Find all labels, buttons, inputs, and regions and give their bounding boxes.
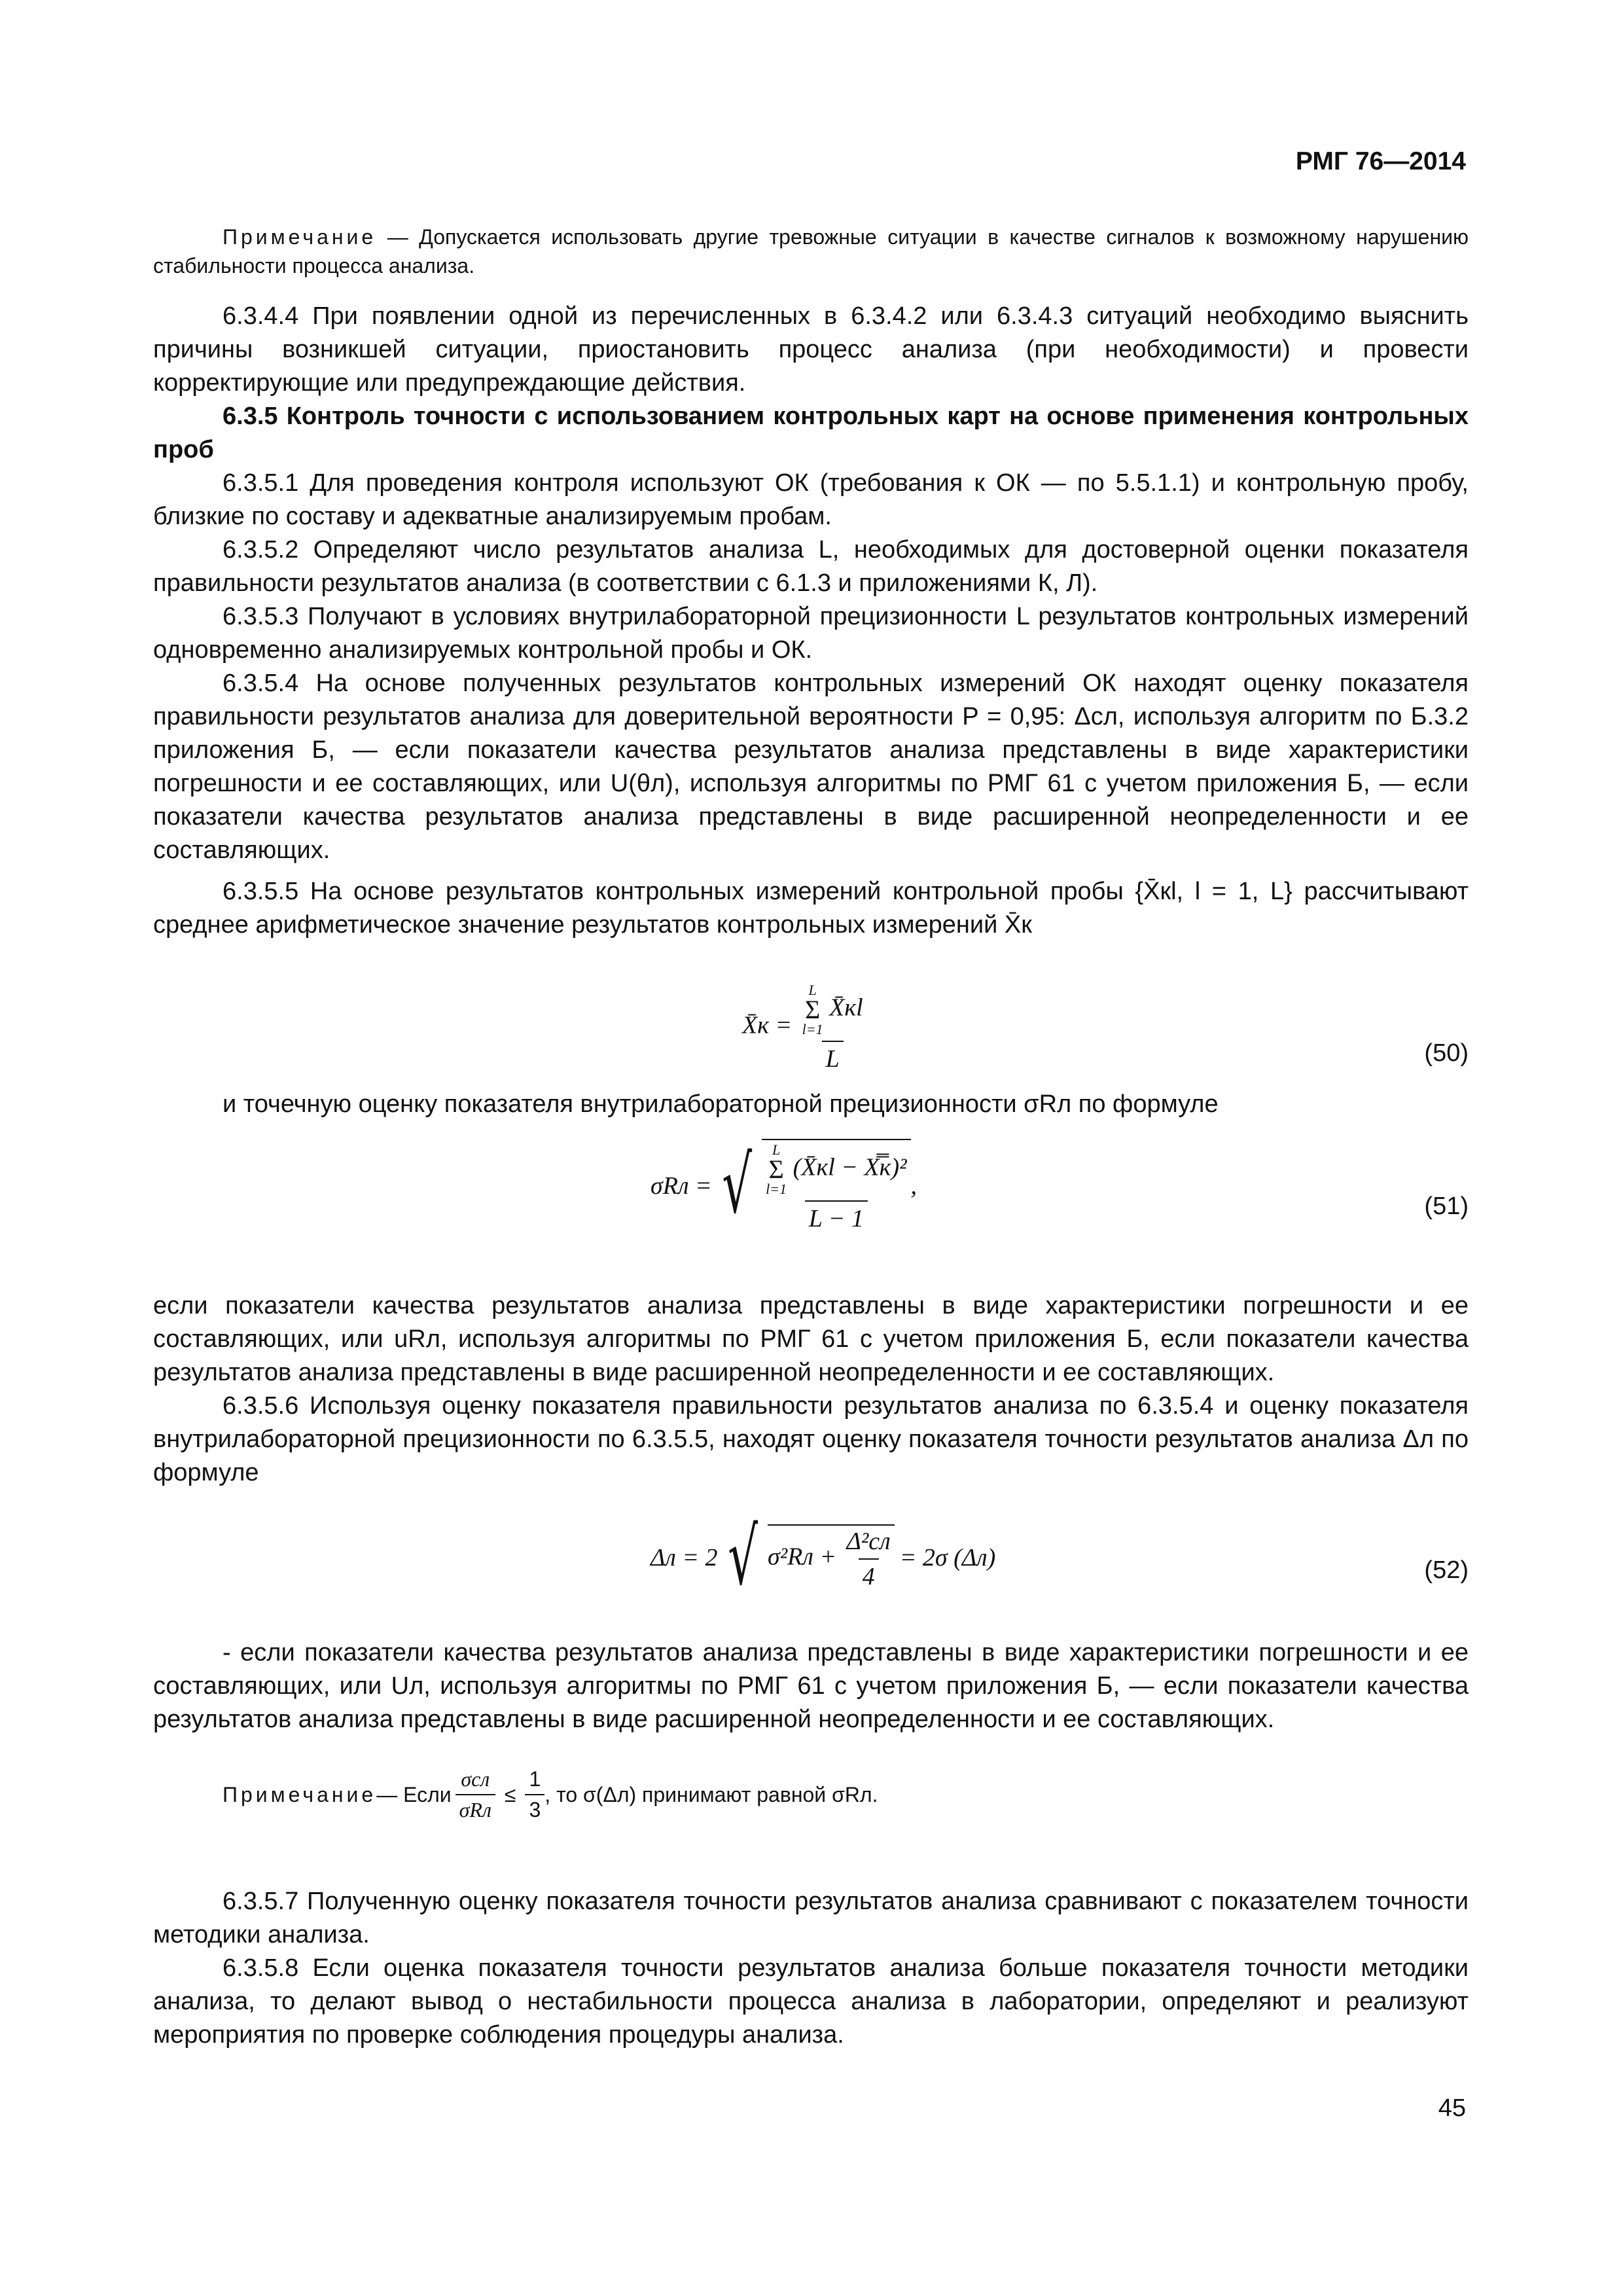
note-label: Примечание — [223, 225, 377, 249]
paragraph-6-3-5-5: 6.3.5.5 На основе результатов контрольных измерений контрольной пробы {X̄кl, l = 1, L} рассчитывают среднее арифметическое значение результатов контрольных измерений X̄к — [153, 878, 1469, 939]
formula-52 — [153, 1512, 1469, 1617]
formula-50-lhs: X̄к = — [742, 1011, 793, 1039]
paragraph-6-3-5-3: 6.3.5.3 Получают в условиях внутрилабораторной прецизионности L результатов контрольных измерений одновременно анализируемых контрольной пробы и ОК. — [153, 603, 1469, 664]
formula-52-fraction: $\frac{\text{Δ²сл}}{4}$ — [846, 1528, 891, 1590]
note-label: Примечание — [223, 1782, 377, 1806]
formula-51-fraction — [762, 1141, 910, 1233]
formula-52-number: (52) — [1424, 1556, 1469, 1584]
formula-51-number: (51) — [1424, 1193, 1469, 1220]
square-root: √ L Σ l=1 (X̄кl − X̿к)² L − 1 — [712, 1139, 911, 1233]
square-root: √ σ²Rл + $\frac{\text{Δ²сл}}{4}$ — [718, 1518, 895, 1597]
formula-51-lhs: σRл = — [651, 1172, 712, 1200]
paragraph-6-3-5-1: 6.3.5.1 Для проведения контроля используют ОК (требования к ОК — по 5.5.1.1) и контрольную пробу, близкие по составу и адекватные анализируемым пробам. — [153, 469, 1469, 530]
sum-symbol: L Σ l=1 — [766, 1141, 787, 1197]
sum-term: X̄кl — [829, 994, 863, 1022]
main-text-top — [153, 300, 1469, 942]
formula-50 — [153, 975, 1469, 1080]
paragraph-6-3-4-4: 6.3.4.4 При появлении одной из перечисленных в 6.3.4.2 или 6.3.4.3 ситуаций необходимо выяснить причины возникшей ситуации, приостановить процесс анализа (при необходимости) и провести корректирующие или предупреждающие действия. — [153, 302, 1469, 397]
sum-symbol: L Σ l=1 — [802, 982, 823, 1037]
document-code: РМГ 76—2014 — [1295, 147, 1466, 175]
formula-52-lhs: Δл = 2 — [651, 1544, 718, 1571]
formula-50-denominator: L — [822, 1041, 844, 1073]
note-block-2: Примечание — Если $\frac{\text{σсл}}{\text{σRл}}$ ≤ $\frac{1}{3}$ , то σ(Δл) принимают равной σRл. — [223, 1767, 878, 1821]
section-heading-6-3-5: 6.3.5 Контроль точности с использованием контрольных карт на основе применения контрольных проб — [153, 403, 1469, 463]
formula-51-denominator: L − 1 — [805, 1200, 868, 1233]
page-number: 45 — [1438, 2094, 1466, 2122]
paragraph-6-3-5-4: 6.3.5.4 На основе полученных результатов контрольных измерений ОК находят оценку показателя правильности результатов анализа для доверительной вероятности P = 0,95: Δсл, используя алгоритм по Б.3.2 приложения Б, — если показатели качества результатов анализа представлены в виде характеристики погрешности и ее составляющих, или U(θл), используя алгоритмы по РМГ 61 с учетом приложения Б, — если показатели качества результатов анализа представлены в виде расширенной неопределенности и ее составляющих. — [153, 670, 1469, 864]
paragraph-6-3-5-5c: если показатели качества результатов анализа представлены в виде характеристики погрешности и ее составляющих, или uRл, используя алгоритмы по РМГ 61 с учетом приложения Б, если показатели качества результатов анализа представлены в виде расширенной неопределенности и ее составляющих. — [153, 1292, 1469, 1386]
paragraph-6-3-5-7: 6.3.5.7 Полученную оценку показателя точности результатов анализа сравнивают с показателем точности методики анализа. — [153, 1888, 1469, 1948]
formula-51: σRл = √ L Σ l=1 (X̄кl − X̿к)² L − 1 , (51) — [651, 1140, 1469, 1232]
formula-52-rhs: = 2σ (Δл) — [899, 1544, 996, 1571]
paragraph-dash-condition: - если показатели качества результатов анализа представлены в виде характеристики погрешности и ее составляющих, или Uл, используя алгоритмы по РМГ 61 с учетом приложения Б, — если показатели качества результатов анализа представлены в виде расширенной неопределенности и ее составляющих. — [153, 1639, 1469, 1733]
formula-50-number: (50) — [1424, 1039, 1469, 1067]
paragraph-6-3-5-5b: и точечную оценку показателя внутрилабораторной прецизионности σRл по формуле — [223, 1090, 1219, 1118]
note-paragraph — [153, 223, 1469, 280]
paragraph-6-3-5-2: 6.3.5.2 Определяют число результатов анализа L, необходимых для достоверной оценки показателя правильности результатов анализа (в соответствии с 6.1.3 и приложениями К, Л). — [153, 536, 1469, 597]
note-block-1 — [153, 223, 1469, 280]
paragraph-6-3-5-6: 6.3.5.6 Используя оценку показателя правильности результатов анализа по 6.3.5.4 и оценку показателя внутрилабораторной прецизионности по 6.3.5.5, находят оценку показателя точности результатов анализа Δл по формуле — [153, 1392, 1469, 1486]
note-text: — Допускается использовать другие тревожные ситуации в качестве сигналов к возможному нарушению стабильности процесса анализа. — [153, 225, 1469, 278]
note-fraction-2: $\frac{1}{3}$ — [525, 1767, 544, 1822]
formula-50-fraction — [798, 982, 867, 1073]
sum-term: (X̄кl − X̿к)² — [793, 1153, 907, 1181]
paragraph-6-3-5-8: 6.3.5.8 Если оценка показателя точности результатов анализа больше показателя точности методики анализа, то делают вывод о нестабильности процесса анализа в лаборатории, определяют и реализуют мероприятия по проверке соблюдения процедуры анализа. — [153, 1954, 1469, 2049]
note-fraction-1: $\frac{\text{σсл}}{\text{σRл}}$ — [455, 1767, 495, 1822]
